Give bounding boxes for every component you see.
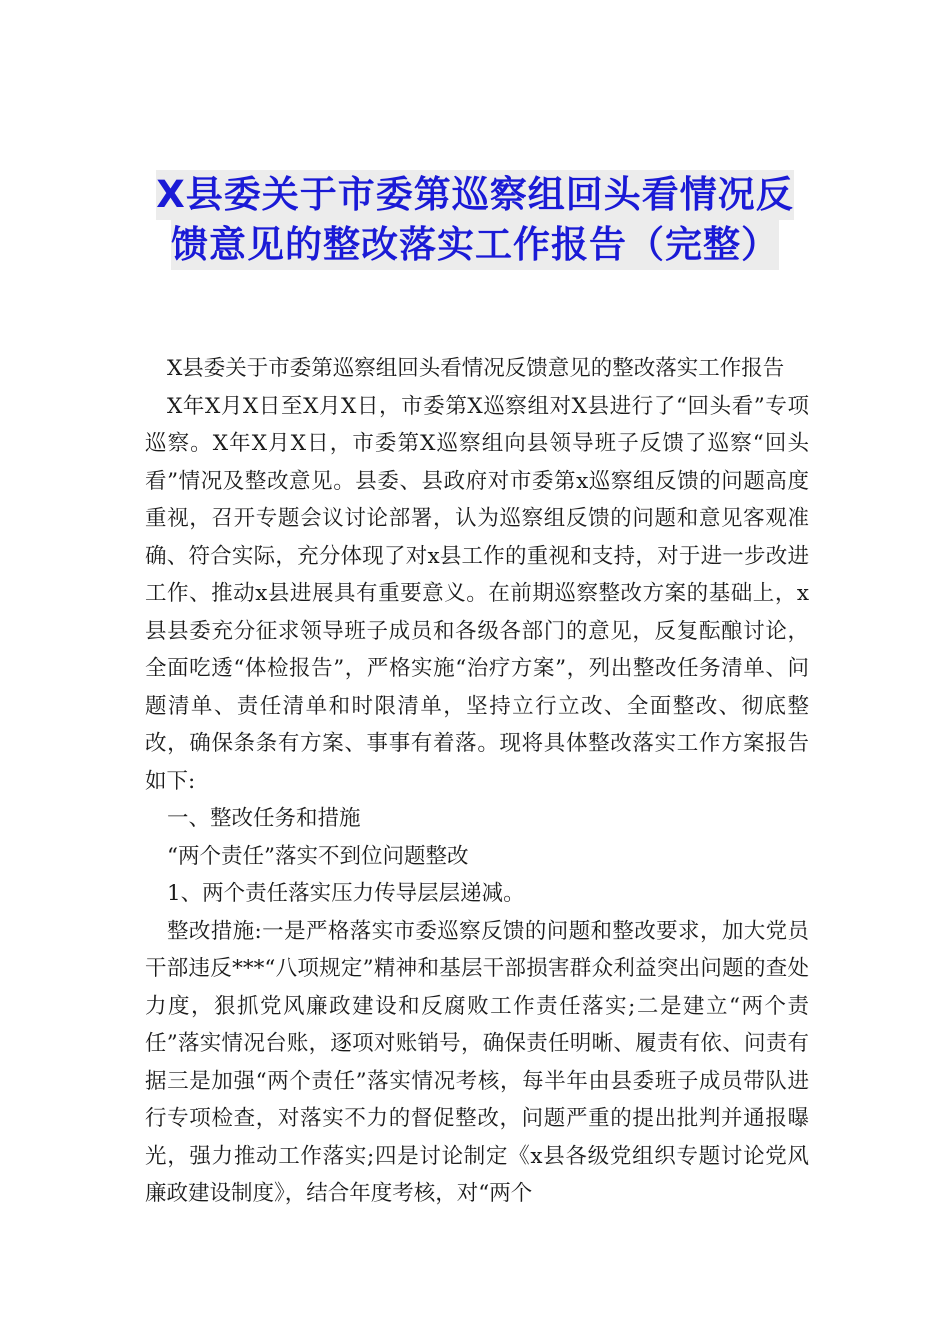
document-body <box>145 350 809 1213</box>
item-heading: 1、两个责任落实压力传导层层递减。 <box>167 881 525 906</box>
title-line-1: X县委关于市委第巡察组回头看情况反 <box>156 170 794 220</box>
document-title <box>140 170 810 270</box>
title-line-2: 馈意见的整改落实工作报告（完整） <box>171 220 779 270</box>
measures-paragraph: 整改措施:一是严格落实市委巡察反馈的问题和整改要求，加大党员干部违反***“八项规定”精神和基层干部损害群众利益突出问题的查处力度，狠抓党风廉政建设和反腐败工作责任落实;二是建立“两个责任”落实情况台账，逐项对账销号，确保责任明晰、履责有依、问责有据三是加强“两个责任”落实情况考核，每半年由县委班子成员带队进行专项检查，对落实不力的督促整改，问题严重的提出批判并通报曝光，强力推动工作落实;四是讨论制定《x县各级党组织专题讨论党风廉政建设制度》，结合年度考核，对“两个 <box>145 918 809 1206</box>
subsection-heading: “两个责任”落实不到位问题整改 <box>167 843 469 869</box>
section-heading: 一、整改任务和措施 <box>167 806 361 831</box>
report-heading-paragraph: X县委关于市委第巡察组回头看情况反馈意见的整改落实工作报告 <box>167 356 785 381</box>
intro-paragraph: X年X月X日至X月X日，市委第X巡察组对X县进行了“回头看”专项巡察。X年X月X日，市委第X巡察组向县领导班子反馈了巡察“回头看”情况及整改意见。县委、县政府对市委第x巡察组反馈的问题高度重视，召开专题会议讨论部署，认为巡察组反馈的问题和意见客观准确、符合实际，充分体现了对x县工作的重视和支持，对于进一步改进工作、推动x县进展具有重要意义。在前期巡察整改方案的基础上，x县县委充分征求领导班子成员和各级各部门的意见，反复酝酿讨论，全面吃透“体检报告”，严格实施“治疗方案”，列出整改任务清单、问题清单、责任清单和时限清单，坚持立行立改、全面整改、彻底整改，确保条条有方案、事事有着落。现将具体整改落实工作方案报告如下: <box>145 393 809 794</box>
